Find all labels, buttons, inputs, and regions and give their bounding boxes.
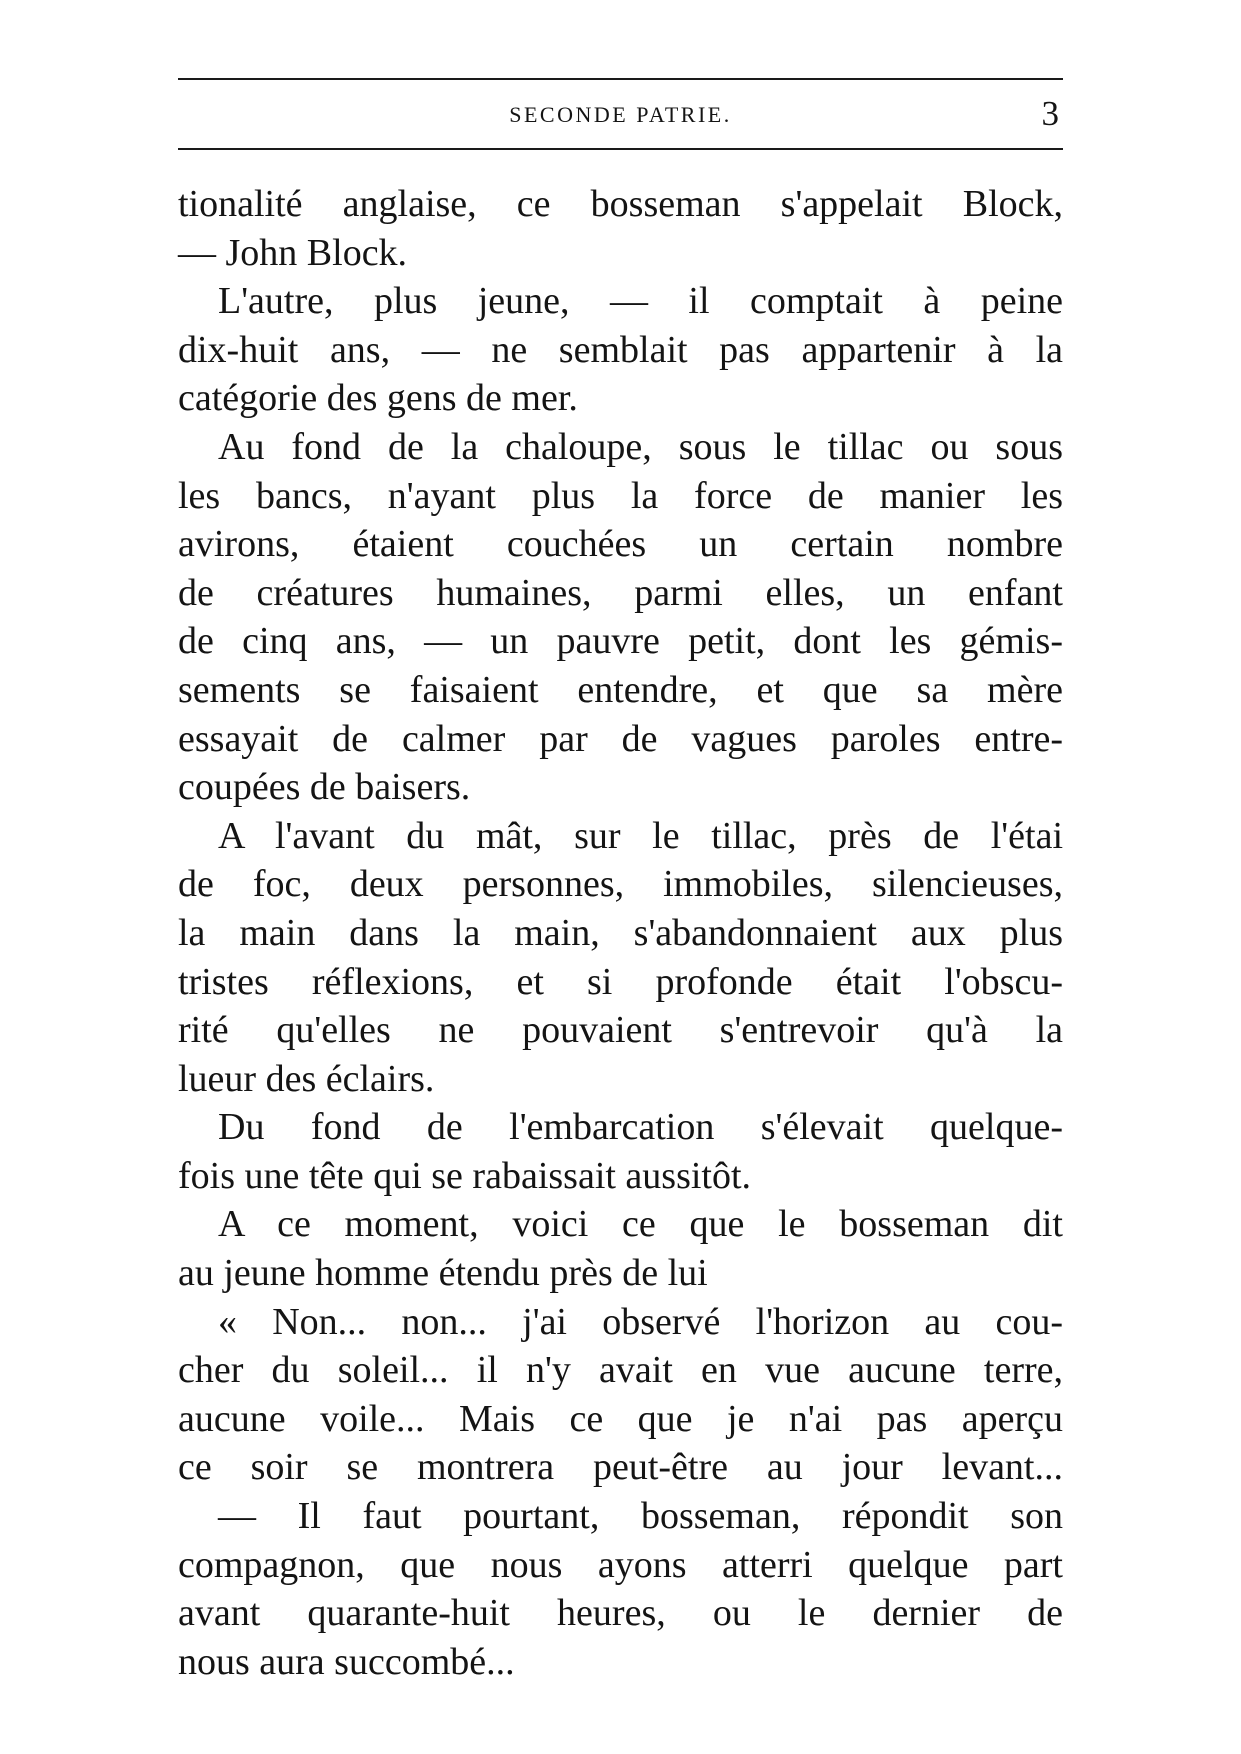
text-line: fois une tête qui se rabaissait aussitôt.: [178, 1154, 752, 1197]
text-line: de cinq ans, — un pauvre petit, dont les gémis-: [178, 620, 1063, 663]
text-line: rité qu'elles ne pouvaient s'entrevoir qu'à la: [178, 1009, 1063, 1052]
header-top-rule: [178, 78, 1063, 80]
text-line: dix-huit ans, — ne semblait pas appartenir à la: [178, 328, 1063, 371]
text-line: lueur des éclairs.: [178, 1057, 435, 1100]
text-line: A ce moment, voici ce que le bosseman dit: [218, 1203, 1063, 1246]
text-line: A l'avant du mât, sur le tillac, près de l'étai: [218, 814, 1063, 857]
text-line: au jeune homme étendu près de lui: [178, 1252, 708, 1295]
text-line: tristes réflexions, et si profonde était l'obscu-: [178, 960, 1063, 1003]
text-line: tionalité anglaise, ce bosseman s'appelait Block,: [178, 183, 1063, 225]
header-bottom-rule: [178, 148, 1063, 150]
running-head: [178, 94, 1063, 134]
text-line: ce soir se montrera peut-être au jour levant...: [178, 1446, 1063, 1489]
text-line: nous aura succombé...: [178, 1640, 515, 1683]
text-line: avirons, étaient couchées un certain nombre: [178, 523, 1063, 566]
text-line: de foc, deux personnes, immobiles, silencieuses,: [178, 863, 1063, 906]
text-line: cher du soleil... il n'y avait en vue aucune terre,: [178, 1349, 1063, 1392]
text-line: aucune voile... Mais ce que je n'ai pas aperçu: [178, 1397, 1063, 1440]
text-line: Au fond de la chaloupe, sous le tillac ou sous: [218, 425, 1063, 468]
body-text: [178, 180, 1063, 1686]
text-line: sements se faisaient entendre, et que sa mère: [178, 668, 1063, 711]
text-line: — John Block.: [178, 231, 408, 274]
text-line: les bancs, n'ayant plus la force de manier les: [178, 474, 1063, 517]
text-line: — Il faut pourtant, bosseman, répondit son: [218, 1495, 1063, 1538]
page-number: 3: [1041, 94, 1059, 133]
text-line: avant quarante-huit heures, ou le dernier de: [178, 1592, 1063, 1635]
running-title: SECONDE PATRIE.: [509, 102, 732, 127]
text-line: la main dans la main, s'abandonnaient aux plus: [178, 911, 1063, 954]
text-line: L'autre, plus jeune, — il comptait à peine: [218, 280, 1063, 323]
text-line: coupées de baisers.: [178, 766, 471, 809]
text-line: de créatures humaines, parmi elles, un enfant: [178, 571, 1063, 614]
text-line: essayait de calmer par de vagues paroles entre-: [178, 717, 1063, 760]
text-line: catégorie des gens de mer.: [178, 377, 578, 420]
text-line: compagnon, que nous ayons atterri quelque part: [178, 1543, 1063, 1586]
text-line: « Non... non... j'ai observé l'horizon au cou-: [218, 1300, 1063, 1343]
text-line: Du fond de l'embarcation s'élevait quelque-: [218, 1106, 1063, 1149]
